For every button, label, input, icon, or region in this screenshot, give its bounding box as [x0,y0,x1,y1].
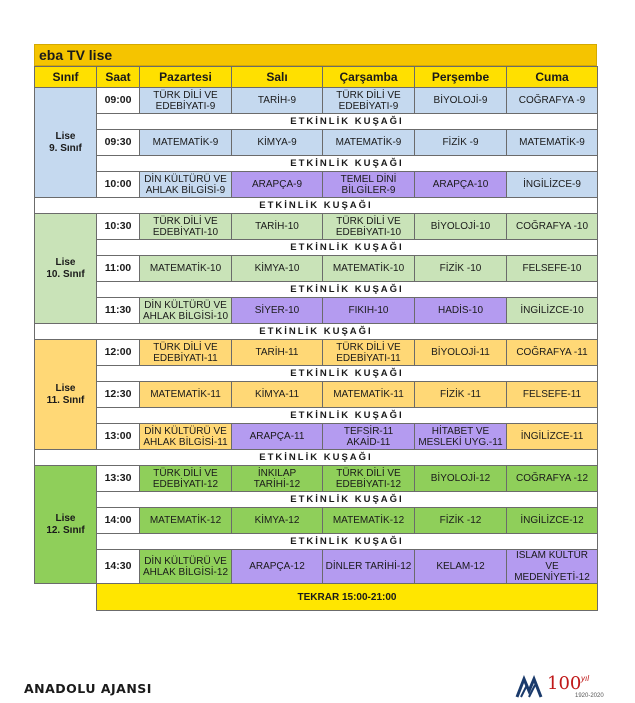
table-row [35,88,598,114]
lesson-cell [232,172,323,198]
rerun-spacer [35,584,97,611]
lesson-line1: BİYOLOJİ-9 [433,95,488,106]
class-level-line1: Lise [55,512,76,524]
lesson-cell [415,382,507,408]
lesson-line1: DİN KÜLTÜRÜ VE [144,173,227,185]
column-header: Pazartesi [140,67,232,88]
lesson-line1: İNKILAP TARİHİ-12 [253,467,301,490]
time-cell: 13:30 [97,466,140,492]
lesson-cell [507,298,598,324]
time-cell: 14:00 [97,508,140,534]
lesson-line1: İSLAM KÜLTÜR VE [515,550,589,572]
activity-break-label: ETKİNLİK KUŞAĞI [97,114,598,130]
column-header: Saat [97,67,140,88]
lesson-cell [415,172,507,198]
lesson-line2: MEDENİYETİ-12 [514,572,590,583]
lesson-cell [507,172,598,198]
lesson-line1: KİMYA-11 [254,389,300,400]
lesson-cell [140,214,232,240]
table-row [35,130,598,156]
lesson-line1: FELSEFE-11 [522,389,582,400]
time-cell: 10:30 [97,214,140,240]
lesson-line1: TEFSİR-11 [343,425,394,437]
lesson-line1: MATEMATİK-9 [519,137,585,148]
lesson-cell [323,382,415,408]
lesson-line1: COĞRAFYA -10 [515,221,589,232]
lesson-line1: DİNLER TARİHİ-12 [325,561,412,572]
aa-logo-icon [515,675,543,699]
lesson-cell [323,424,415,450]
class-level-line2: 9. Sınıf [49,142,82,154]
lesson-line1: COĞRAFYA -11 [516,347,588,358]
lesson-line1: KİMYA-10 [254,263,300,274]
lesson-cell [507,214,598,240]
logo-years-text: 1920-2020 [575,693,604,699]
lesson-line1: İNGİLİZCE-11 [520,431,584,442]
lesson-cell [140,340,232,366]
lesson-line2: AHLAK BİLGİSİ-11 [143,436,228,448]
column-header: Salı [232,67,323,88]
lesson-line2: MESLEKİ UYG.-11 [418,436,503,448]
lesson-cell [323,298,415,324]
lesson-line1: FELSEFE-10 [522,263,582,274]
table-row [35,424,598,450]
lesson-cell [232,298,323,324]
lesson-line2: EDEBİYATI-12 [335,478,402,490]
lesson-line1: TARİH-9 [257,95,297,106]
lesson-cell [507,466,598,492]
lesson-line2: AHLAK BİLGİSİ-12 [142,566,229,578]
table-row [35,508,598,534]
lesson-cell [232,466,323,492]
lesson-line1: ARAPÇA-10 [432,179,489,190]
lesson-cell [415,88,507,114]
agency-name: ANADOLU AJANSI [24,681,152,696]
lesson-cell [140,172,232,198]
lesson-cell [232,88,323,114]
lesson-line1: İNGİLİZCE-12 [520,515,584,526]
schedule-table [34,66,598,611]
table-row [35,214,598,240]
lesson-line1: MATEMATİK-12 [332,515,405,526]
lesson-line2: AHLAK BİLGİSİ-10 [142,310,229,322]
activity-break-label: ETKİNLİK KUŞAĞI [97,366,598,382]
lesson-line1: İNGİLİZCE-10 [520,305,584,316]
lesson-cell [323,256,415,282]
lesson-line1: TARİH-11 [255,347,299,358]
lesson-cell [323,214,415,240]
column-header: Cuma [507,67,598,88]
lesson-cell [415,340,507,366]
lesson-line1: ARAPÇA-11 [249,431,305,442]
time-cell: 11:30 [97,298,140,324]
rerun-label: TEKRAR 15:00-21:00 [97,584,598,611]
class-level-line2: 11. Sınıf [46,394,85,406]
class-level-line1: Lise [55,256,76,268]
lesson-cell [507,550,598,584]
class-level-line2: 10. Sınıf [46,268,85,280]
lesson-line1: DİN KÜLTÜRÜ VE [144,299,227,311]
class-level-cell [35,214,97,324]
column-header: Çarşamba [323,67,415,88]
lesson-line1: BİYOLOJİ-10 [430,221,491,232]
lesson-cell [415,298,507,324]
lesson-line1: KİMYA-12 [254,515,300,526]
lesson-line1: BİYOLOJİ-12 [430,473,491,484]
lesson-line1: ARAPÇA-9 [251,179,302,190]
lesson-line2: AKAİD-11 [346,436,391,448]
lesson-line1: KELAM-12 [436,561,485,572]
lesson-cell [415,214,507,240]
time-cell: 10:00 [97,172,140,198]
lesson-cell [415,424,507,450]
lesson-line1: MATEMATİK-10 [149,263,222,274]
lesson-cell [507,508,598,534]
lesson-cell [507,256,598,282]
lesson-cell [232,508,323,534]
time-cell: 13:00 [97,424,140,450]
lesson-cell [323,172,415,198]
lesson-line1: MATEMATİK-11 [150,389,221,400]
activity-break-label: ETKİNLİK KUŞAĞI [97,282,598,298]
table-row [35,172,598,198]
lesson-cell [507,88,598,114]
lesson-cell [140,298,232,324]
lesson-cell [507,340,598,366]
lesson-cell [507,382,598,408]
lesson-line1: İNGİLİZCE-9 [523,179,581,190]
lesson-cell [232,340,323,366]
lesson-line1: KİMYA-9 [257,137,297,148]
class-level-line1: Lise [55,130,76,142]
lesson-line1: TÜRK DİLİ VE [336,467,401,479]
lesson-line1: COĞRAFYA -12 [515,473,589,484]
lesson-line1: TÜRK DİLİ VE [336,89,401,101]
lesson-cell [507,424,598,450]
table-row [35,298,598,324]
table-row [35,256,598,282]
time-cell: 11:00 [97,256,140,282]
time-cell: 09:30 [97,130,140,156]
lesson-line1: FİZİK -12 [439,515,482,526]
lesson-cell [140,382,232,408]
lesson-cell [140,130,232,156]
class-level-cell [35,466,97,584]
lesson-cell [140,88,232,114]
lesson-line1: MATEMATİK-12 [149,515,222,526]
lesson-cell [507,130,598,156]
schedule-title: eba TV lise [34,44,597,66]
lesson-line1: MATEMATİK-10 [332,263,405,274]
lesson-cell [232,382,323,408]
table-row [35,340,598,366]
lesson-line1: BİYOLOJİ-11 [431,347,490,358]
activity-break-label: ETKİNLİK KUŞAĞI [35,450,598,466]
lesson-cell [232,424,323,450]
lesson-line1: FİZİK -9 [442,137,479,148]
lesson-line1: TÜRK DİLİ VE [153,341,218,353]
lesson-cell [232,550,323,584]
lesson-line1: FİZİK -10 [439,263,482,274]
lesson-cell [415,256,507,282]
lesson-line1: TÜRK DİLİ VE [153,467,218,479]
time-cell: 12:00 [97,340,140,366]
lesson-cell [140,424,232,450]
lesson-line1: FIKIH-10 [348,305,389,316]
time-cell: 12:30 [97,382,140,408]
activity-break-label: ETKİNLİK KUŞAĞI [97,156,598,172]
lesson-line1: FİZİK -11 [440,389,481,400]
lesson-cell [323,340,415,366]
lesson-line1: TÜRK DİLİ VE [336,341,401,353]
lesson-cell [323,466,415,492]
time-cell: 14:30 [97,550,140,584]
rerun-row [35,584,598,611]
time-cell: 09:00 [97,88,140,114]
column-header: Sınıf [35,67,97,88]
lesson-line1: TÜRK DİLİ VE [153,215,218,227]
lesson-cell [140,508,232,534]
lesson-cell [140,466,232,492]
activity-break-row [35,156,598,172]
lesson-line1: HADİS-10 [437,305,483,316]
table-row [35,550,598,584]
lesson-cell [415,130,507,156]
activity-break-row [35,240,598,256]
activity-break-row [35,198,598,214]
lesson-cell [232,130,323,156]
centenary-logo [515,673,615,701]
lesson-line1: COĞRAFYA -9 [518,95,586,106]
lesson-line1: TARİH-10 [255,221,299,232]
activity-break-label: ETKİNLİK KUŞAĞI [97,240,598,256]
header-row [35,67,598,88]
activity-break-label: ETKİNLİK KUŞAĞI [35,324,598,340]
activity-break-label: ETKİNLİK KUŞAĞI [97,408,598,424]
table-row [35,466,598,492]
lesson-line1: DİN KÜLTÜRÜ VE [144,425,227,437]
lesson-cell [323,88,415,114]
lesson-line1: TÜRK DİLİ VE [336,215,401,227]
activity-break-row [35,492,598,508]
lesson-cell [415,550,507,584]
lesson-line1: ARAPÇA-12 [249,561,305,572]
lesson-line1: DİN KÜLTÜRÜ VE [144,555,227,567]
lesson-line1: MATEMATİK-9 [152,137,219,148]
class-level-cell [35,340,97,450]
activity-break-row [35,408,598,424]
lesson-cell [323,130,415,156]
lesson-cell [323,550,415,584]
lesson-line2: EDEBİYATI-9 [338,100,399,112]
activity-break-row [35,534,598,550]
lesson-cell [140,550,232,584]
lesson-cell [415,508,507,534]
lesson-line1: HİTABET VE [431,425,490,437]
lesson-line1: TÜRK DİLİ VE [153,89,218,101]
class-level-cell [35,88,97,198]
activity-break-row [35,450,598,466]
activity-break-label: ETKİNLİK KUŞAĞI [35,198,598,214]
lesson-line1: MATEMATİK-11 [333,389,404,400]
activity-break-row [35,324,598,340]
activity-break-label: ETKİNLİK KUŞAĞI [97,492,598,508]
class-level-line1: Lise [55,382,76,394]
activity-break-row [35,366,598,382]
table-row [35,382,598,408]
lesson-line2: EDEBİYATI-9 [155,100,216,112]
lesson-cell [323,508,415,534]
lesson-line2: BİLGİLER-9 [341,184,396,196]
lesson-cell [232,214,323,240]
lesson-cell [140,256,232,282]
activity-break-row [35,114,598,130]
lesson-cell [232,256,323,282]
lesson-cell [415,466,507,492]
column-header: Perşembe [415,67,507,88]
lesson-line1: SİYER-10 [254,305,300,316]
class-level-line2: 12. Sınıf [46,524,85,536]
lesson-line1: MATEMATİK-9 [335,137,402,148]
activity-break-row [35,282,598,298]
activity-break-label: ETKİNLİK KUŞAĞI [97,534,598,550]
lesson-line2: AHLAK BİLGİSİ-9 [145,184,226,196]
lesson-line2: EDEBİYATI-10 [335,226,402,238]
lesson-line2: EDEBİYATI-11 [336,352,401,364]
lesson-line2: EDEBİYATI-12 [152,478,219,490]
logo-hundred-text: 100 [547,673,582,694]
schedule-container [34,44,597,611]
lesson-line2: EDEBİYATI-10 [152,226,219,238]
lesson-line1: TEMEL DİNİ [340,173,397,185]
logo-yil-text: yıl [581,674,589,683]
lesson-line2: EDEBİYATI-11 [153,352,218,364]
